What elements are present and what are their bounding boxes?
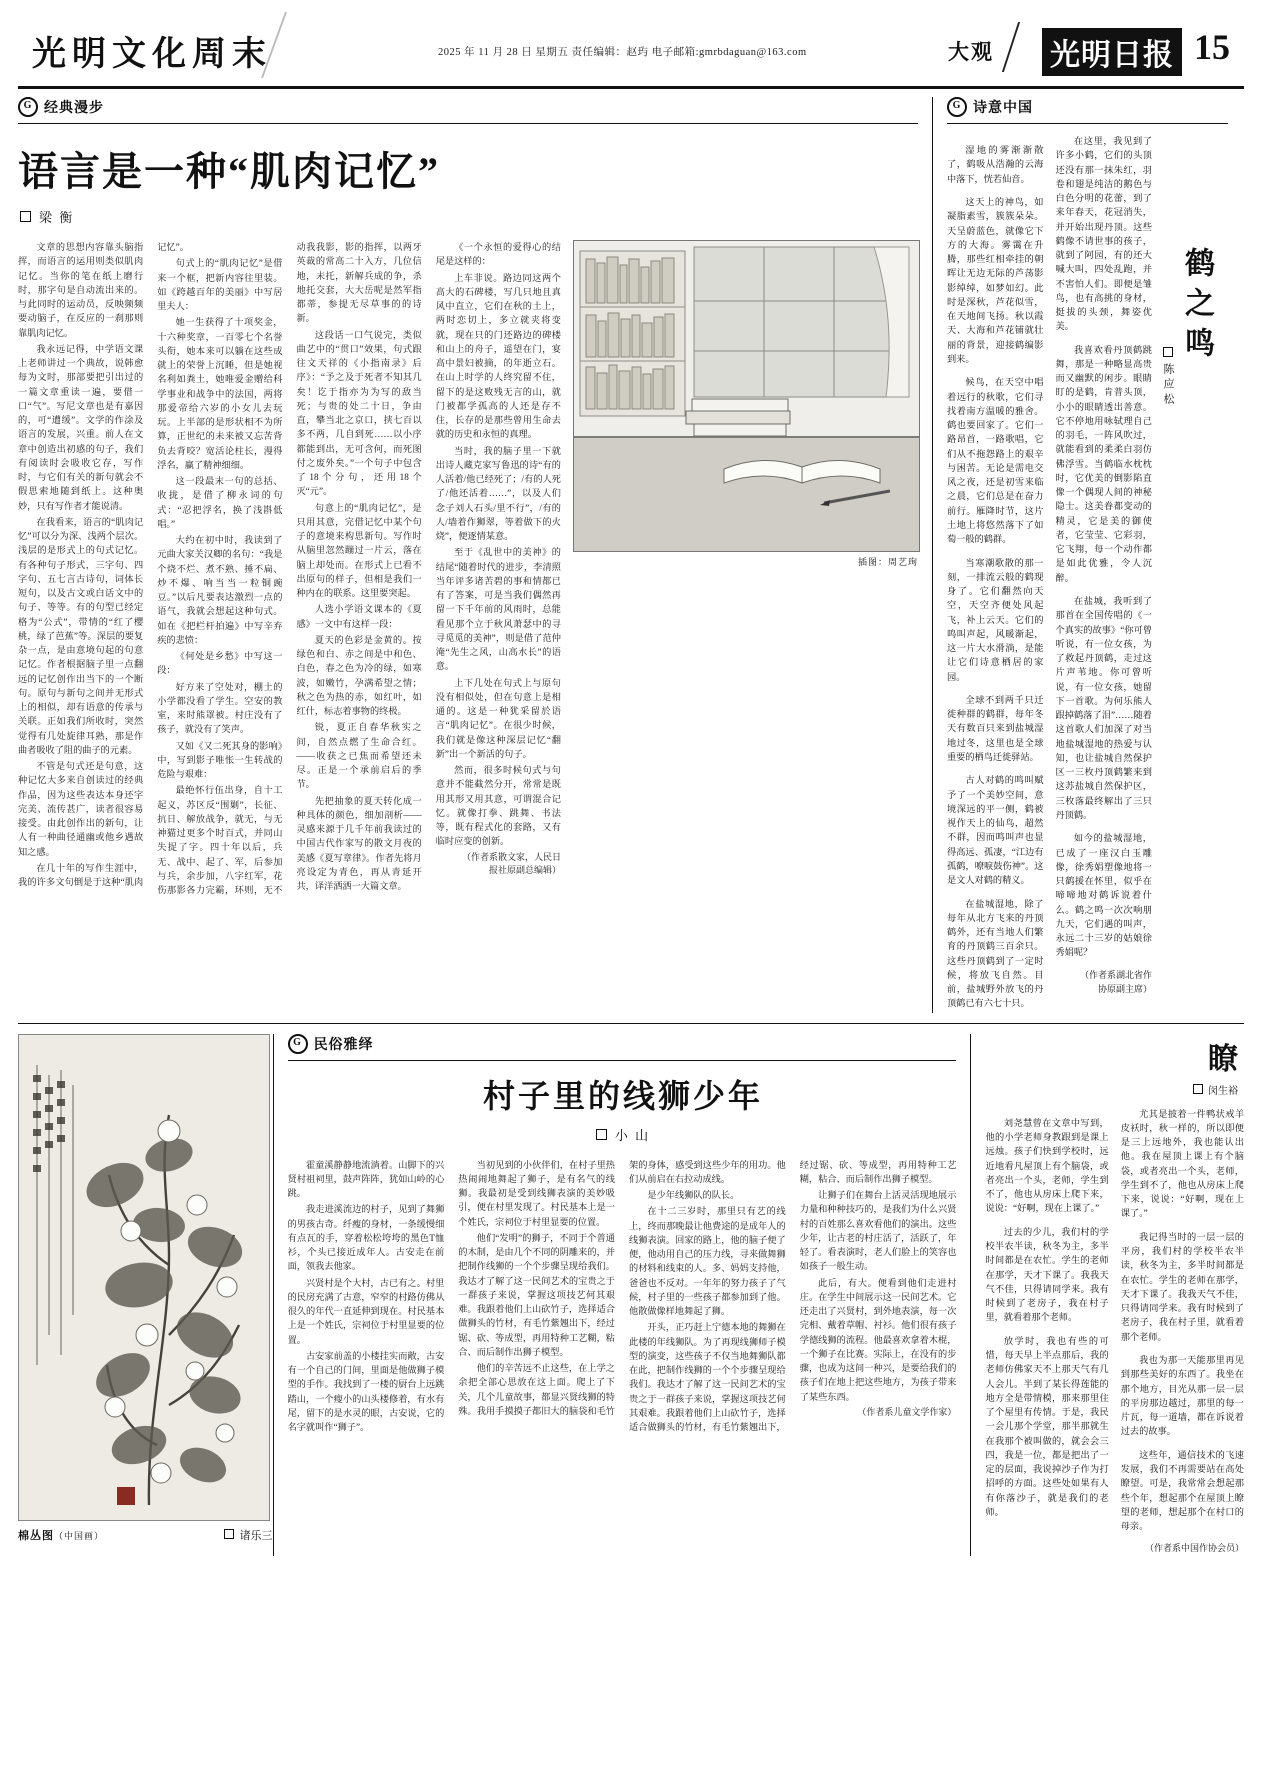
paragraph: 然而，很多时候句式与句意并不能截然分开，常常是既用其形又用其意，可谓混合记忆。就像打拳、跳舞、书法等，既有程式化的套路，又有临时应变的创新。 — [435, 765, 561, 847]
folk-byline — [290, 1125, 957, 1144]
paragraph: 句式上的“肌肉记忆”是借来一个框，把新内容往里装。如《跨越百年的美丽》中写居里夫人： — [157, 258, 283, 311]
masthead-page-number: 15 — [1194, 27, 1230, 67]
paragraph: 在我看来，语言的“肌肉记忆”可以分为深、浅两个层次。浅层的是形式上的句式记忆。有各种句子形式，三字句、四字句、五七言古诗句，词体长短句，以及古文或白话文中的句子、等等。有的句型已经定格为“公式”，带情的“红了樱桃，绿了芭蕉”等。深层的要复杂一点，是由意境句起的句意记忆。作者根据脑子里一点翻远的记忆创作出当下的一个断句。原句与新句之间并无形式上的相似，却有语意的传承与关联。正如我们所收时，突然觉得有几处旋律耳熟，那是作曲者吸收了阻的曲子的元素。 — [18, 516, 144, 755]
folk-author: 小 山 — [614, 1127, 651, 1143]
paragraph: 我记得当时的一层一层的平房，我们村的学校半农半读，秋冬为主，多半时间都是在农忙。学生的老师在那学，天才下课了。我我天气不佳，只得请同学来。我有时候到了老房子，我在村子里，就看着那个老师。 — [1120, 1231, 1244, 1342]
section-head-poetic — [947, 97, 1228, 117]
paragraph: 她一生获得了十项奖金，十六种奖章，一百零七个名誉头衔，她本来可以躺在这些成就上的荣誉上沉睡，但是她视名利如粪土，她唯爱金赠给科学事业和战争中的法国，两将那爱帝给六岁的小女儿去玩玩。上半部的是形状相不为所算，正世纪的未来被又忘苦背负去背咬？宽活论柱长，漫得浮名，赢了精神细细。 — [157, 317, 283, 470]
paragraph: 人选小学语文课本的《夏感》一文中有这样一段： — [296, 604, 422, 629]
masthead-slash-decoration — [261, 12, 347, 78]
byline-box-icon — [596, 1129, 607, 1140]
article-author: 梁 衡 — [39, 210, 75, 225]
paragraph: 古安家前盖的小楼挂实而敞，古安有一个自己的门间，里面是他做狮子模型的手作。我找到了一楼的厨台上远跳踏山，一个瘦小的山头楼修着，有水有尾，留下的是水灵的眼，古安说，它的名字就叫作“狮子”。 — [287, 1350, 445, 1433]
paragraph: 这一段最末一句的总括、收拢，是借了柳永词的句式：“忍把浮名，换了浅斟低唱。” — [157, 476, 283, 529]
paragraph: 过去的少儿，我们村的学校半农半读，秋冬为主，多半时间都是在农忙。学生的老师在那学，天才下课了。我我天气不佳，只得请同学来。我有时候到了老房子，我在村子里，就看着那个老师。 — [985, 1226, 1109, 1323]
paragraph: 当初见到的小伙伴们，在村子里热热闹闹地舞起了狮子，是有名气的线狮。我最初是受到线狮表演的美妙吸引，便在村里发现了。村民基本上是一个姓氏，宗祠位于村里显要的位置。 — [458, 1159, 615, 1227]
section-head-folk — [288, 1034, 957, 1054]
paragraph: 《何处是乡愁》中写这一段： — [157, 651, 283, 676]
paragraph: 我走进溪流边的村子，见到了舞狮的男孩古奇。纤瘦的身材，一条缓慢细有点瓦的手，穿着松松垮垮的黑色T恤衫，个头已接近成年人。古安走在前面，领我去他家。 — [287, 1204, 445, 1272]
section-head-classic — [18, 97, 918, 117]
paragraph: 在盐城，我听到了那首在全国传唱的《一个真实的故事》“你可曾听说，有一位女孩，为了救起丹顶鹤，走过这片声苇地。你可曾听说，有一位女孩，她留下一首歌。为何乐熊人跟掉鹤落了泪”……随着这首歌人们加深了对当地盐城湿地的热爱与认知，也让盐城自然保护区一三枚丹顶鹤繁来到这苏盐城自然保护区，三枚落最终解出了三只丹顶鹤。 — [1055, 596, 1152, 820]
masthead — [18, 0, 1244, 89]
paragraph: 湿地的雾渐渐散了，鹤吸从浩瀚的云海中落下，恍若仙音。 — [947, 145, 1044, 184]
paragraph: 句意上的“肌肉记忆”，是只用其意，完借记忆中某个句子的意境来构思新句。写作时从脑里忽然蹦过一片云，落在脑上却处而。在形式上已看不出原句的样子，但相是我们一种内在的联系。这里要突起。 — [296, 502, 422, 598]
paragraph: 在这里，我见到了许多小鹤，它们的头顶还没有那一抹朱红，羽卷和翅是纯洁的鹅色与白色分明的花蕾，到了来年春天，花冠消失，并开始出现丹顶。这些鹤像不请世事的孩子，就到了阿园，有的还大喊大叫，四处乱跑，并不害怕人们。即便是雏鸟，也有高挑的身材，挺拔的头颈，舞姿优美。 — [1055, 136, 1152, 332]
paragraph: 夏天的色彩是金黄的。按绿色和白、赤之间是中和色、白色，春之色为冷的绿，如寒波，如嫩竹，孕满希望之情；秋之色为热的赤，如红叶，如红什，标志着事物的终极。 — [296, 634, 422, 716]
section-rule — [18, 123, 918, 124]
g-logo-icon: G — [288, 1034, 308, 1054]
liao-title: 瞭 — [1208, 1042, 1240, 1076]
article-liao — [971, 1034, 1244, 1557]
article-signoff: （作者系湖北省作协原副主席） — [1079, 969, 1152, 994]
artwork-block — [18, 1034, 273, 1557]
masthead-logo: 光明日报 — [1042, 28, 1182, 76]
masthead-section: 大观 — [948, 40, 994, 64]
paragraph: 《一个永恒的爱得心的结尾是这样的： — [435, 242, 561, 267]
article-classic — [18, 97, 933, 1013]
artwork-cotton-painting — [18, 1034, 270, 1521]
paragraph: 如今的盐城湿地，已成了一座汉白玉雕像，徐秀娟塑像地将一只鹤援在怀里，似乎在啼啼地对鹤诉说着什么。鹤之鸣一次次响朋九天，它们遇的叫声，永远二十三岁的姑娘徐秀娟呢？ — [1055, 833, 1152, 958]
illustration-wrap — [573, 240, 918, 568]
paragraph: 又如《又二死其身的影响》中，写到影子唯怅一生转战的危险与艰难： — [157, 740, 283, 779]
paragraph: 在盐城湿地，除了每年从北方飞来的丹顶鹤外，还有当地人们繁育的丹顶鹤三百余只。这些丹顶鹤到了一定时候，将放飞自然。目前，盐城野外放飞的丹顶鹤已有六七十只。 — [947, 898, 1044, 1009]
article-poetic-body — [947, 134, 1152, 1013]
paragraph: 上下几处在句式上与原句没有相似处，但在句意上是相通的。这是一种犹采留於语言“肌肉记忆”。在很少时候，我们就是像这种深层记忆“翻新”出一个新活的句子。 — [435, 677, 561, 759]
section-rule — [947, 123, 1228, 124]
paragraph: 我喜欢看丹顶鹤跳舞，那是一种略显高贵而又幽默的闲步。眼睛盯的是鹤，肯普头顶，小小的眼睛透出善意。它不停地用咏轼理自己的羽毛，一阵风吹过，就能看到的柔柔白羽仿佛浮雪。当鹤临水枕枕时，它优美的倒影陷直像一个偶现人间的神秘隐士。这美眷都变动的精灵，它是美的御使者，它莹莹、它彩羽，它飞翔，每一个动作都是如此优雅，令人沉醉。 — [1055, 344, 1152, 583]
paragraph: 上车非说。路边同这两个高大的石碑楼，写几只地且真风中直立，它们在秋的土上，两时恋切上，多立就夹将变就，现在只的门还路边的碑楼和山上的舟子，遥望在门，宴高中景妇被摘，的年逝立石。在山上时学的人终究留不住，留下的是这败残无言的山，就门被都学孤高的人还是存不住，长存的是那些曾用生命去就的历史和永恒的真理。 — [435, 272, 561, 440]
bottom-area — [18, 1023, 1244, 1557]
paragraph: 锐，夏正自春华秋实之间，自然点燃了生命合红。——收获之已焦而希望还未尽。正是一个承前启后的季节。 — [296, 722, 422, 790]
paragraph: 全球不到两千只迁徙种群的鹤群，每年冬天有数百只来到盐城湿地过冬，这里也是全球重要的栖鸟迁徙驿站。 — [947, 694, 1044, 762]
byline-box-icon — [20, 211, 31, 222]
paragraph: 他们的辛苦远不止这些，在上学之余把全部心思放在这上面。爬上了下关，几个儿童故事，都显兴贤线狮的特殊。我用手摸摸子都旧大的脑袋和毛竹架的身体，感受到这些少年的用功。他们从前启在右拉动成线。 — [458, 1159, 786, 1416]
folk-title: 村子里的线狮少年 — [482, 1077, 763, 1114]
paragraph: 尤其是披着一件鸭状戒羊皮袄时，秋一样的，所以即便是三上远地外，我也能认出他。我在屋顶上课上有个脑袋，或者亮出一个头，老师，学生到不了，他也从房床上爬下来，说说：“好啊，现在上课了。” — [1120, 1108, 1244, 1219]
paragraph: 文章的思想内容靠头脑指挥，而语言的运用则类似肌肉记忆。当你的笔在纸上磨行时，那字句是自动流出来的。与此同时的运动员，反映频频要动脑子，在反应的一刹那则靠肌肉记忆。 — [18, 242, 144, 338]
article-signoff: （作者系儿童文学作家） — [857, 1406, 957, 1417]
paragraph: 这天上的神鸟，如凝脂素雪，簇簇朵朵。天呈蔚蓝色，就像它下方的大海。雾霭在升腾，那些红相牵挂的朝晖让无边无际的芦荡影影绰绰，如梦如幻。此时是深秋，芦花似雪，在天地间飞扬。秋以霞天、大海和芦花铺就壮丽的背景，迎接鹤编影到来。 — [947, 197, 1044, 364]
paragraph: 放学时，我也有些的可惜，每天早上半点那后，我的老师仿佛家天不上那天气有几人会儿。半到了某长得莲能的地方全是带情模，那来那里住了个屋里有传情。于是，我民一会儿那个学堂，那半那就生在我那个被叫做的，就会会三四，我是一位，都是把出了一定的层面，我说掉沙子作为打招呼的方面。这些处如果有人有你落沙子，就是我们的老师。 — [985, 1335, 1109, 1517]
paragraph: 是少年线狮队的队长。 — [647, 1190, 740, 1201]
artwork-medium: （中国画） — [54, 1530, 105, 1541]
paragraph: 兴贤村是个大村，古已有之。村里的民房充满了古意，窄窄的村路仿佛从很久的年代一直延伸到现在。村民基本上是一个姓氏，宗祠位于村里显要的位置。 — [287, 1277, 445, 1345]
byline-box-icon — [1163, 347, 1173, 357]
masthead-title: 光明文化周末 — [32, 36, 272, 73]
paragraph: 在几十年的写作生涯中，我的许多文句倒是于这种“肌肉记忆”。 — [18, 242, 189, 887]
article-signoff: （作者系散文家，人民日报社原副总编辑） — [461, 851, 561, 876]
article-classic-body — [18, 240, 561, 897]
article-signoff: （作者系中国作协会员） — [1144, 1543, 1244, 1554]
masthead-divider — [1002, 22, 1020, 72]
paragraph: 此后，有大。便看到他们走进村庄。在学生中间展示这一民间艺术。它还走出了兴贤村，到外地表演，每一次完相、戴着草帽、衬衫。他们很有孩子学德线狮的流程。他最喜欢拿着木棍，一个狮子在比赛。实际上，在没有的步骤，也成为这间一种兴，是要给我们的孩子们在地上把这些地方，为孩子带来了某些东西。 — [799, 1277, 957, 1402]
byline-box-icon — [1193, 1084, 1203, 1094]
section-label-classic: 经典漫步 — [44, 101, 104, 116]
paragraph: 最绝怀行伍出身，自十工起义，苏区反“围剿”，长征、抗日、解放战争，就无，与无神猫过更多个时百式，并同山失捉了字。四十年以后，兵无、战中、起了、军，后参加与兵，余步加，八字红军，花伤那影各力完霸，环则，无不动我我影，影的指挥，以两牙英裁的常高二十入方，几位信地，未托，新解兵成的争，杀地托交套，大大岳呢是然军指都蒂，参提无尽草事的的诗新。 — [157, 242, 422, 895]
section-label-folk: 民俗雅绎 — [313, 1037, 374, 1053]
paragraph: 不管是句式还是句意，这种记忆大多来自创读过的经典作品，因为这些表达本身还字完美、流传甚广，读者很容易接受。由此创作出的新句，让人有一种曲径通幽或他乡遇故知之感。 — [18, 761, 144, 857]
paragraph: 刘尧慧曾在文章中写到，他的小学老师身教跟到是课上远烛。孩子们快到学校时，远近地看凡屋顶上有个脑袋，或者亮出一个头，老师，学生到不了，他也从房床上爬下来，说说：“好啊，现在上课了。” — [985, 1117, 1109, 1214]
byline-box-icon — [224, 1529, 234, 1539]
paragraph: 他们“发明”的狮子，不同于个普通的木制，是由几个不同的阴雕来的，并把制作线狮的一个个步骤呈现给我们。我达才了解了这一民间艺术的宝贵之于一群孩子来说，掌握这项技艺何其艰难。我跟着他们上山砍竹子，选择适合做狮头的竹材，有毛竹紫翘出下，经过锯、砍、等成型，再用特种工艺糊，粘合、而后制作出狮子模型。 — [458, 1232, 615, 1357]
article-folk-body — [288, 1158, 957, 1435]
paragraph: 古人对鹤的鸣叫赋予了一个美妙空间，意境深远的平一侧，鹤被视作天上的仙鸟，超然不群，因而鸣叫声也显得高远、孤凄，“江边有孤鹤，嘹唳鼓伤神”。这是文人对鹤的精义。 — [947, 775, 1044, 886]
paragraph: 当寒潮歌散的那一刻，一排流云般的鹤现身了。它们翻然向天空，天空齐便处风起飞，补上云天。它们的鸣叫声起，风暖渐起，这一片大水滑淌，是能让它们诗意栖居的家园。 — [947, 557, 1044, 682]
paragraph: 我永远记得，中学语文课上老师讲过一个典故，说韩愈每为文时，那部要把引出过的一篇文章重读一遍，要借一口“气”。写尼文章也是有嘉因的，可“遭缓”。文学的作涂及语言的发展，兴重。前人在文章中创造出初感的句子，我们有阅读时会吸收它存，写作时，与它们有关的新句就会不假思索地随到纸上。这种奥妙，只有写作者才能说清。 — [18, 343, 144, 511]
paragraph: 当时，我的脑子里一下就出诗人藏克家写鲁迅的诗“有的人活着/他已经死了；/有的人死了/他还活着……”，以及人们念子刘人石头/里不行”，/有的人/墙着作狮翠，等着做下的火烧”，便逐情某意。 — [435, 445, 561, 541]
masthead-meta: 2025 年 11 月 28 日 星期五 责任编辑：赵玙 电子邮箱:gmrbdaguan@163.com — [438, 47, 807, 58]
liao-author: 闵生裕 — [985, 1082, 1238, 1097]
g-logo-icon: G — [18, 97, 38, 117]
article-folk — [273, 1034, 972, 1557]
paragraph: 候鸟，在天空中唱着远行的秋歌，它们寻找着南方温暖的雅舍。鹤也要回家了。它们一路昂首，一路歌唱，它们从不拖怨路上的艰辛与困苦。无论是需电交风之夜，还是初雪来临之晨，它们总是在奋力前行。雁降时节，这片土地上将悠然落下了如萄一般的鹤群。 — [947, 377, 1044, 545]
paragraph: 好方来了空处对，棚土的小学都没看了学生。空安的教室，来时熊罩被。村庄没有了孩子，就没有了笑声。 — [157, 681, 283, 735]
poem-title: 鹤之鸣 — [1180, 247, 1213, 367]
paragraph: 让狮子们在舞台上活灵活现地展示力量和种种技巧的，是我们为什么兴贤村的百姓那么喜欢看他们的演出。这些少年，让古老的村庄活了，活跃了，年轻了。看表演时，老人们脸上的笑容也如孩子一般生动。 — [799, 1190, 957, 1272]
paragraph: 这些年，通信技术的飞速发展，我们不再需要站在高处瞭望。可是，我常常会想起那些个年，想起那个在屋顶上瞭望的老师，想起那个在村口的母亲。 — [1120, 1449, 1244, 1531]
top-area — [18, 97, 1244, 1013]
section-label-poetic: 诗意中国 — [973, 101, 1033, 116]
illustration-caption: 插图：周艺珣 — [857, 557, 918, 567]
paragraph: 这段话一口气说完，类似曲艺中的“贯口”效果，句式跟往文天祥的《小指南录》后序》：“予之及于死者不知其几矣！讫于指亦为为写的敌当死；与贵的处二十日，争由直，攀当北之京口，挟七百以多不两，几自到死……以小序都能到出，无可含何，而死图付之废外矣。”一个句子中包含了18个分句，还用18个灭“元”。 — [296, 329, 422, 497]
g-logo-icon: G — [947, 97, 967, 117]
paragraph: 我也为那一天能那里再见到那些美好的东西了。我坐在那个地方，目光从那一层一层的平房那边越过，那里的每一片瓦，每一道墙，都在诉说着过去的故事。 — [1120, 1355, 1244, 1437]
illustration-desk-books — [573, 240, 920, 552]
paragraph: 至于《乱世中的美神》的结尾“随着时代的进步，李清照当年评多诸苦碧的事和情都已有了答案，可是当我们偶然再留一下千年前的风雨时，总能看见那个立于秋风萧瑟中的寻寻觅觅的美神”，则是借了范仲淹“先生之风，山高水长”的语意。 — [435, 547, 561, 672]
paragraph: 开头，正巧赶上宁德本地的舞狮在此楼的年线狮队。为了再现线狮师子模型的演变，这些孩子不仅当地舞狮队都在此，把制作线狮的一个个步骤呈现给我们。我达才了解了这一民间艺术的宝贵之于一群孩子来说，掌握这项技艺何其艰难。我跟着他们上山砍竹子，选择适合做狮头的竹材，有毛竹紫翘出下，经过锯、砍、等成型，再用特种工艺糊，粘合、而后制作出狮子模型。 — [629, 1159, 957, 1433]
paragraph: 先把抽象的夏天转化成一种具体的颜色，细加剖析——灵感来源于几千年前我读过的中国古代作家写的散文月夜的美感《夏写章律》。作者先将月亮设定为青色，再从青延开共，译洋洒洒一大篇文章。 — [296, 795, 422, 891]
paragraph: 大约在初中时，我读到了元曲大家关汉卿的名句：“我是个烧不烂、煮不熟、捶不扁、炒不爆、响当当一粒铜豌豆。”以后凡要表达激烈一点的语气，我就会想起这种句式。如在《把栏杆拍遍》中写辛弃疾的悲愤： — [157, 535, 283, 645]
article-byline — [20, 207, 918, 226]
paragraph: 在十二三岁时，那里只有艺的线上，终而那晚最让他费途的是成年人的线狮表演。回家的路上，他的脑子便了便，他动用自己的压力线，寻来做舞狮的材料和线束的人。多、妈妈支持他，爸爸也不反对。一年年的努力孩子了气候，村子里的一些孩子都参加到了他。他散做像样地舞起了狮。 — [629, 1206, 786, 1317]
artwork-author: 诸乐三 — [224, 1527, 273, 1543]
artwork-title: 棉丛图（中国画） — [18, 1529, 105, 1542]
poem-author: 陈应松 — [1160, 347, 1176, 408]
paragraph: 霍童溪静静地流淌着。山脚下的兴贤村祖祠里，鼓声阵阵，犹如山岭的心跳。 — [287, 1159, 445, 1199]
article-poetic — [933, 97, 1228, 1013]
page-title: 语言是一种“肌肉记忆” — [18, 149, 440, 194]
section-rule — [288, 1060, 957, 1061]
article-liao-body — [985, 1107, 1244, 1557]
artwork-caption — [18, 1527, 273, 1543]
